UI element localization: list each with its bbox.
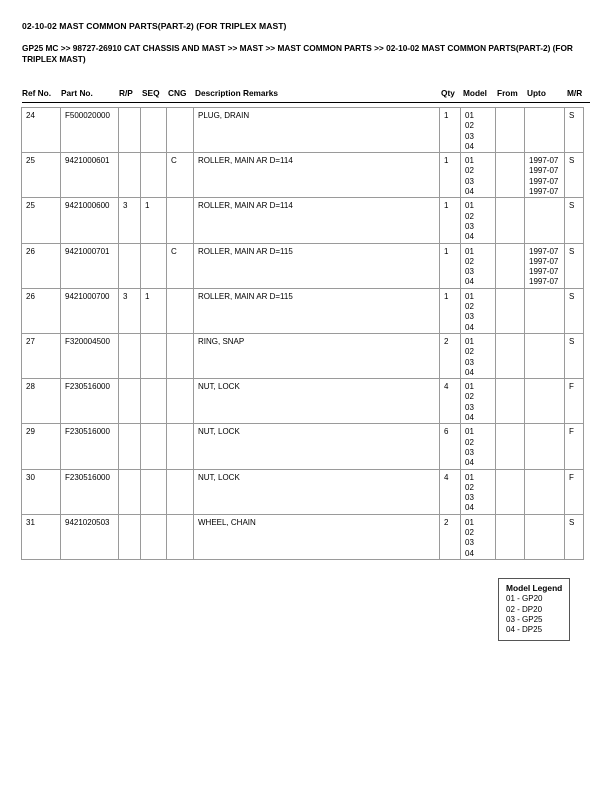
cell-upto: [525, 424, 565, 469]
col-header-from: From: [497, 88, 518, 98]
cell-model: [461, 153, 496, 198]
cell-part-no: 9421020503: [61, 514, 119, 559]
cell-model: [461, 469, 496, 514]
model-code: 02: [465, 211, 474, 221]
col-header-cng: CNG: [168, 88, 187, 98]
model-code: 04: [465, 413, 474, 423]
cell-model: [461, 379, 496, 424]
cell-description: ROLLER, MAIN AR D=114: [194, 198, 440, 243]
cell-ref-no: 26: [22, 288, 61, 333]
model-code: 02: [465, 527, 474, 537]
model-code: 02: [465, 256, 474, 266]
cell-part-no: 9421000601: [61, 153, 119, 198]
cell-cng: [167, 288, 194, 333]
model-code: 01: [465, 111, 474, 120]
cell-qty: 1: [440, 108, 461, 153]
model-code: 04: [465, 232, 474, 242]
model-code: 01: [465, 201, 474, 211]
cell-model: [461, 288, 496, 333]
cell-rp: 3: [119, 198, 141, 243]
parts-table: [21, 107, 584, 560]
cell-model: [461, 243, 496, 288]
cell-upto: [525, 333, 565, 378]
model-legend-item: 01 - GP20: [506, 594, 543, 604]
model-code: 04: [465, 548, 474, 558]
cell-model: [461, 333, 496, 378]
cell-mr: S: [565, 288, 584, 333]
cell-seq: [141, 333, 167, 378]
cell-rp: [119, 424, 141, 469]
upto-date: 1997-07: [529, 187, 559, 197]
cell-qty: 1: [440, 243, 461, 288]
page-title: 02-10-02 MAST COMMON PARTS(PART-2) (FOR TRIPLEX MAST): [22, 21, 287, 31]
model-legend-item: 04 - DP25: [506, 625, 543, 635]
model-code: 03: [465, 402, 474, 412]
model-code: 01: [465, 382, 474, 392]
cell-qty: 2: [440, 514, 461, 559]
cell-cng: [167, 469, 194, 514]
table-row: [22, 424, 584, 469]
cell-from: [496, 424, 525, 469]
cell-part-no: F500020000: [61, 108, 119, 153]
cell-rp: [119, 333, 141, 378]
cell-mr: S: [565, 153, 584, 198]
model-code: 04: [465, 277, 474, 287]
model-code: 03: [465, 312, 474, 322]
cell-upto: [525, 379, 565, 424]
breadcrumb: GP25 MC >> 98727-26910 CAT CHASSIS AND MAST >> MAST >> MAST COMMON PARTS >> 02-10-02 MAST COMMON PARTS(PART-2) (FOR TRIPLEX MAST): [22, 43, 573, 64]
cell-part-no: F230516000: [61, 379, 119, 424]
cell-from: [496, 379, 525, 424]
model-legend-item: 02 - DP20: [506, 604, 543, 614]
col-header-qty: Qty: [441, 88, 455, 98]
cell-mr: S: [565, 514, 584, 559]
model-code: 03: [465, 267, 474, 277]
cell-ref-no: 25: [22, 198, 61, 243]
upto-date: 1997-07: [529, 267, 559, 277]
cell-from: [496, 108, 525, 153]
cell-upto: [525, 198, 565, 243]
cell-ref-no: 28: [22, 379, 61, 424]
cell-seq: [141, 108, 167, 153]
cell-mr: S: [565, 243, 584, 288]
cell-ref-no: 31: [22, 514, 61, 559]
cell-description: NUT, LOCK: [194, 424, 440, 469]
model-code: 01: [465, 472, 474, 482]
model-code: 01: [465, 427, 474, 437]
cell-mr: S: [565, 108, 584, 153]
cell-from: [496, 288, 525, 333]
cell-qty: 1: [440, 153, 461, 198]
cell-mr: F: [565, 469, 584, 514]
cell-description: ROLLER, MAIN AR D=115: [194, 243, 440, 288]
upto-date: 1997-07: [529, 256, 559, 266]
col-header-model: Model: [463, 88, 487, 98]
cell-description: RING, SNAP: [194, 333, 440, 378]
table-row: [22, 379, 584, 424]
cell-qty: 6: [440, 424, 461, 469]
cell-upto: [525, 514, 565, 559]
cell-part-no: F320004500: [61, 333, 119, 378]
cell-rp: [119, 514, 141, 559]
model-code: 02: [465, 302, 474, 312]
cell-ref-no: 30: [22, 469, 61, 514]
cell-model: [461, 108, 496, 153]
cell-seq: [141, 424, 167, 469]
col-header-seq: SEQ: [142, 88, 160, 98]
table-row: [22, 153, 584, 198]
model-code: 02: [465, 166, 474, 176]
cell-from: [496, 514, 525, 559]
cell-cng: [167, 333, 194, 378]
cell-description: ROLLER, MAIN AR D=115: [194, 288, 440, 333]
cell-upto: [525, 469, 565, 514]
cell-qty: 1: [440, 288, 461, 333]
cell-part-no: F230516000: [61, 469, 119, 514]
table-row: [22, 333, 584, 378]
cell-from: [496, 469, 525, 514]
cell-cng: C: [167, 243, 194, 288]
col-header-upto: Upto: [527, 88, 546, 98]
cell-cng: [167, 108, 194, 153]
model-code: 03: [465, 538, 474, 548]
col-header-ref-no: Ref No.: [22, 88, 52, 98]
cell-rp: [119, 153, 141, 198]
cell-model: [461, 198, 496, 243]
cell-ref-no: 25: [22, 153, 61, 198]
cell-part-no: F230516000: [61, 424, 119, 469]
upto-date: 1997-07: [529, 166, 559, 176]
cell-model: [461, 514, 496, 559]
model-code: 01: [465, 156, 474, 166]
model-code: 02: [465, 121, 474, 131]
model-code: 04: [465, 503, 474, 513]
cell-cng: C: [167, 153, 194, 198]
cell-ref-no: 29: [22, 424, 61, 469]
model-code: 03: [465, 176, 474, 186]
cell-seq: [141, 379, 167, 424]
model-legend: [498, 578, 570, 641]
cell-rp: [119, 243, 141, 288]
cell-part-no: 9421000700: [61, 288, 119, 333]
cell-qty: 2: [440, 333, 461, 378]
header-divider: [22, 102, 590, 103]
cell-part-no: 9421000701: [61, 243, 119, 288]
col-header-part-no: Part No.: [61, 88, 93, 98]
model-code: 01: [465, 336, 474, 346]
cell-seq: [141, 469, 167, 514]
cell-qty: 1: [440, 198, 461, 243]
cell-part-no: 9421000600: [61, 198, 119, 243]
col-header-rp: R/P: [119, 88, 133, 98]
cell-qty: 4: [440, 469, 461, 514]
cell-ref-no: 27: [22, 333, 61, 378]
upto-date: 1997-07: [529, 176, 559, 186]
cell-description: ROLLER, MAIN AR D=114: [194, 153, 440, 198]
cell-ref-no: 24: [22, 108, 61, 153]
cell-rp: 3: [119, 288, 141, 333]
cell-seq: 1: [141, 288, 167, 333]
model-code: 03: [465, 357, 474, 367]
model-legend-title: Model Legend: [506, 583, 563, 593]
cell-cng: [167, 514, 194, 559]
upto-date: 1997-07: [529, 246, 559, 256]
model-code: 01: [465, 291, 474, 301]
cell-seq: [141, 514, 167, 559]
cell-upto: [525, 288, 565, 333]
parts-table-body: [22, 108, 584, 560]
model-legend-item: 03 - GP25: [506, 614, 543, 624]
model-code: 03: [465, 131, 474, 141]
model-code: 02: [465, 482, 474, 492]
model-code: 02: [465, 347, 474, 357]
cell-cng: [167, 379, 194, 424]
cell-upto: [525, 153, 565, 198]
cell-mr: F: [565, 424, 584, 469]
cell-rp: [119, 379, 141, 424]
table-row: [22, 469, 584, 514]
cell-mr: S: [565, 198, 584, 243]
cell-upto: [525, 108, 565, 153]
table-row: [22, 243, 584, 288]
upto-date: 1997-07: [529, 277, 559, 287]
table-row: [22, 514, 584, 559]
model-code: 02: [465, 437, 474, 447]
model-code: 04: [465, 322, 474, 332]
cell-description: PLUG, DRAIN: [194, 108, 440, 153]
model-code: 03: [465, 447, 474, 457]
cell-ref-no: 26: [22, 243, 61, 288]
col-header-mr: M/R: [567, 88, 583, 98]
model-code: 01: [465, 517, 474, 527]
cell-rp: [119, 469, 141, 514]
model-code: 03: [465, 493, 474, 503]
cell-qty: 4: [440, 379, 461, 424]
col-header-description: Description Remarks: [195, 88, 279, 98]
cell-description: WHEEL, CHAIN: [194, 514, 440, 559]
upto-date: 1997-07: [529, 156, 559, 166]
cell-from: [496, 243, 525, 288]
table-row: [22, 288, 584, 333]
cell-from: [496, 153, 525, 198]
model-code: 02: [465, 392, 474, 402]
cell-description: NUT, LOCK: [194, 469, 440, 514]
cell-mr: F: [565, 379, 584, 424]
cell-model: [461, 424, 496, 469]
cell-upto: [525, 243, 565, 288]
cell-seq: [141, 153, 167, 198]
table-row: [22, 108, 584, 153]
model-code: 04: [465, 187, 474, 197]
cell-description: NUT, LOCK: [194, 379, 440, 424]
table-row: [22, 198, 584, 243]
cell-from: [496, 333, 525, 378]
model-code: 01: [465, 246, 474, 256]
model-code: 04: [465, 141, 474, 151]
model-code: 03: [465, 221, 474, 231]
cell-from: [496, 198, 525, 243]
model-code: 04: [465, 367, 474, 377]
cell-rp: [119, 108, 141, 153]
model-code: 04: [465, 458, 474, 468]
cell-seq: [141, 243, 167, 288]
cell-seq: 1: [141, 198, 167, 243]
cell-cng: [167, 198, 194, 243]
cell-cng: [167, 424, 194, 469]
cell-mr: S: [565, 333, 584, 378]
